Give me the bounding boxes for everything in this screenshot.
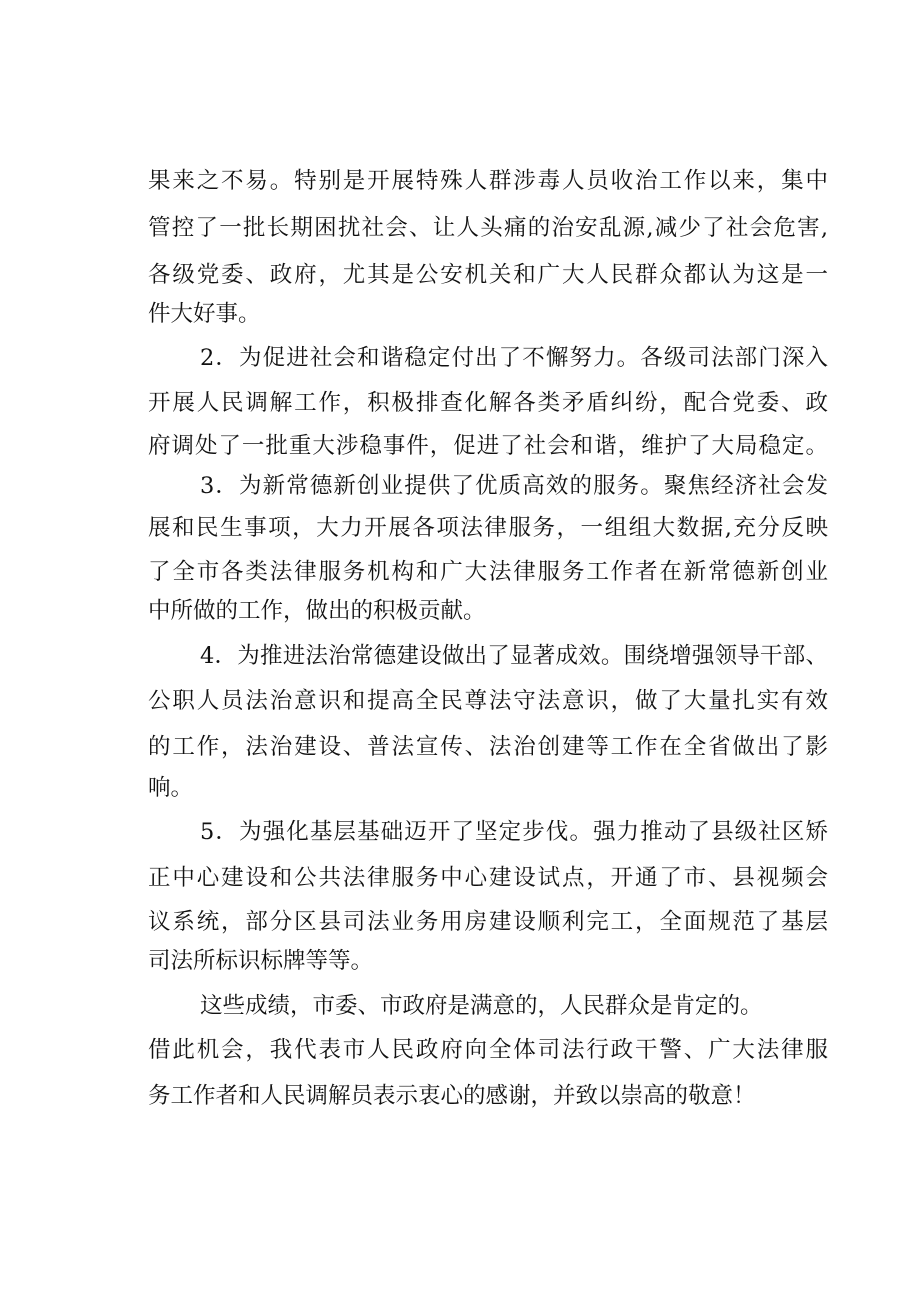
text-line: 正中心建设和公共法律服务中心建设试点，开通了市、县视频会 [148, 865, 828, 891]
text-line: 府调处了一批重大涉稳事件，促进了社会和谐，维护了大局稳定。 [148, 433, 828, 459]
text-line: 3．为新常德新创业提供了优质高效的服务。聚焦经济社会发 [200, 473, 828, 499]
text-line: 响。 [148, 775, 194, 801]
text-line: 议系统，部分区县司法业务用房建设顺利完工，全面规范了基层 [148, 909, 828, 935]
text-line: 中所做的工作，做出的积极贡献。 [148, 598, 486, 624]
text-line: 公职人员法治意识和提高全民尊法守法意识，做了大量扎实有效 [148, 688, 828, 714]
text-line: 开展人民调解工作，积极排查化解各类矛盾纠纷，配合党委、政 [148, 390, 828, 416]
text-line: 展和民生事项，大力开展各项法律服务，一组组大数据,充分反映 [148, 515, 828, 541]
text-line: 了全市各类法律服务机构和广大法律服务工作者在新常德新创业 [148, 559, 828, 585]
text-line: 的工作，法治建设、普法宣传、法治创建等工作在全省做出了影 [148, 734, 828, 760]
text-line: 果来之不易。特别是开展特殊人群涉毒人员收治工作以来，集中 [148, 168, 828, 194]
text-line: 这些成绩，市委、市政府是满意的，人民群众是肯定的。 [200, 993, 763, 1019]
text-line: 管控了一批长期困扰社会、让人头痛的治安乱源,减少了社会危害, [148, 215, 828, 241]
text-line: 2．为促进社会和谐稳定付出了不懈努力。各级司法部门深入 [200, 345, 828, 371]
text-line: 司法所标识标牌等等。 [148, 948, 374, 974]
text-line: 各级党委、政府，尤其是公安机关和广大人民群众都认为这是一 [148, 262, 828, 288]
text-line: 借此机会，我代表市人民政府向全体司法行政干警、广大法律服 [148, 1037, 828, 1063]
text-line: 4．为推进法治常德建设做出了显著成效。围绕增强领导干部、 [200, 643, 828, 669]
text-line: 务工作者和人民调解员表示衷心的感谢，并致以崇高的敬意！ [148, 1083, 756, 1109]
text-line: 件大好事。 [148, 301, 261, 327]
text-line: 5．为强化基层基础迈开了坚定步伐。强力推动了县级社区矫 [200, 819, 828, 845]
